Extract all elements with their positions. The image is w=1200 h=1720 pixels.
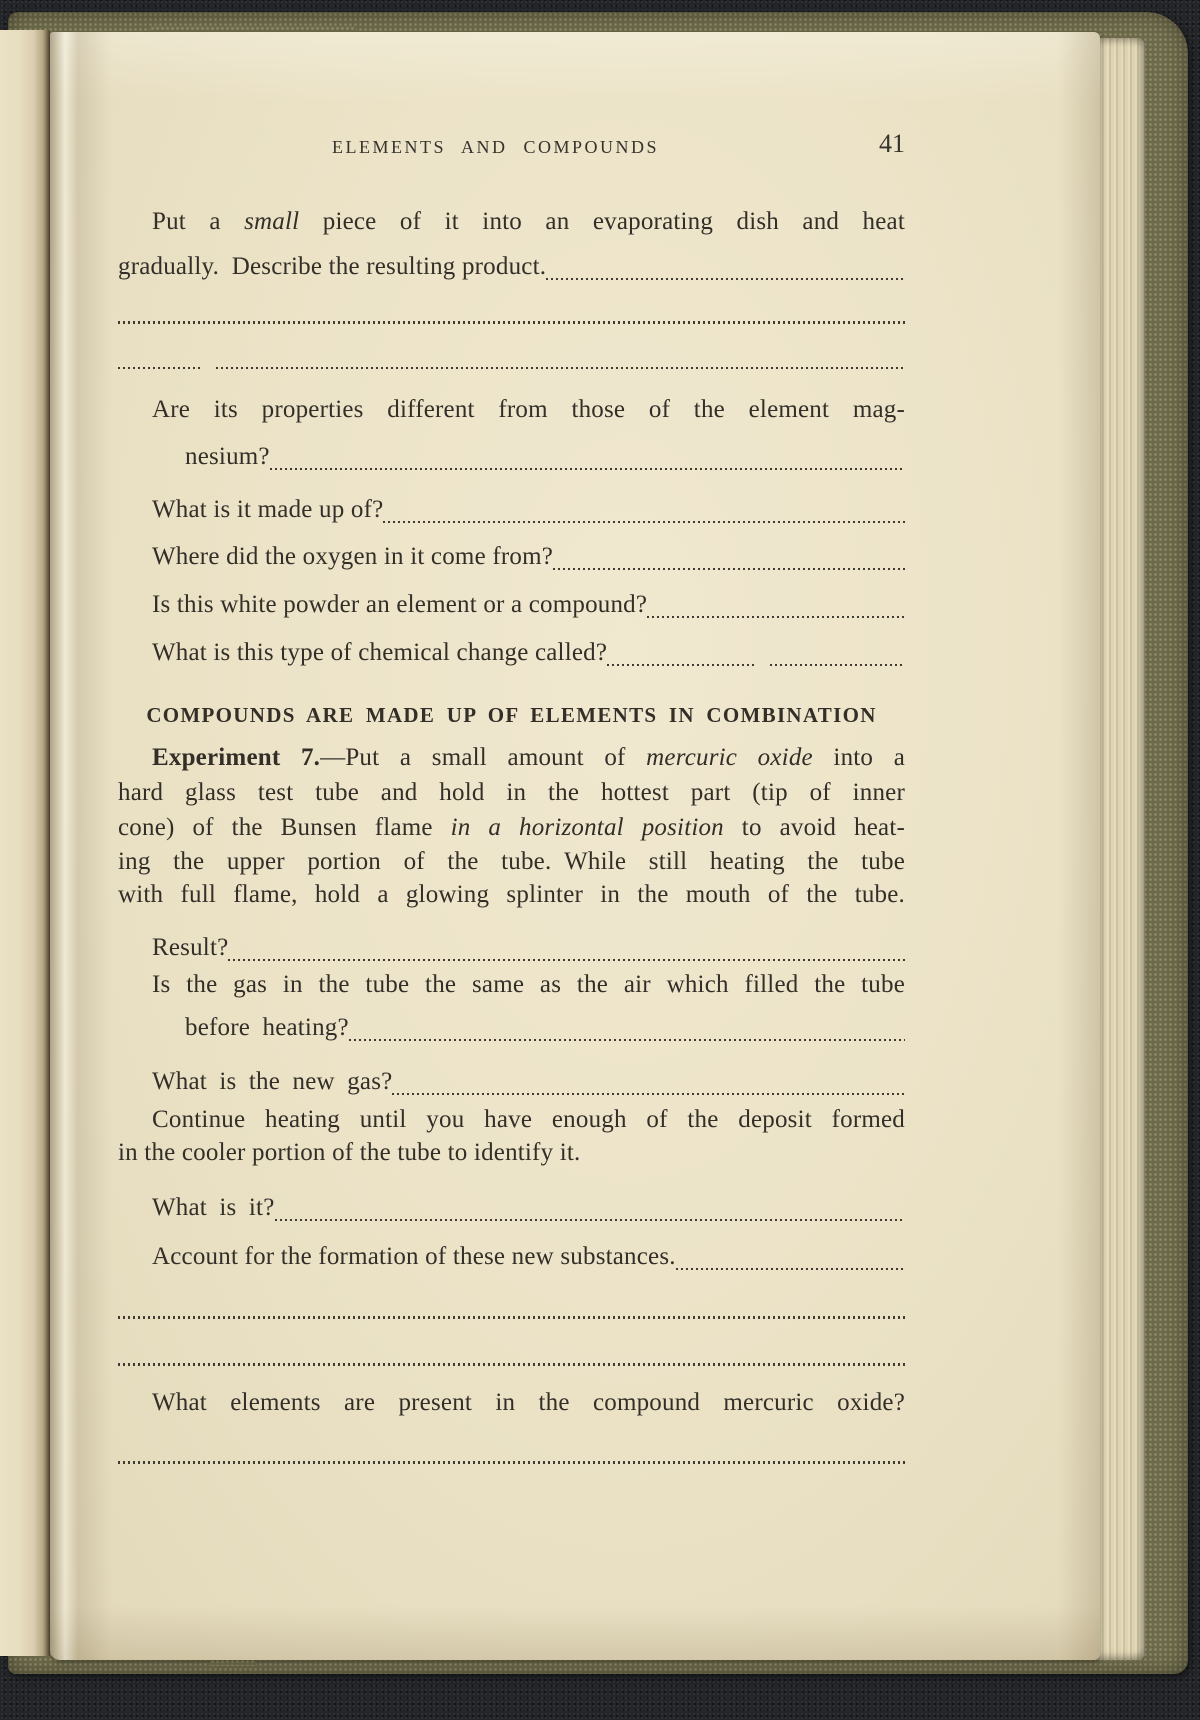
answer-blank xyxy=(349,1038,905,1041)
workbook-page xyxy=(50,32,1100,1660)
answer-blank xyxy=(228,958,905,961)
paragraph-line-with-blank: gradually. Describe the resulting product. xyxy=(118,249,905,285)
question-powder: Is this white powder an element or a compound? xyxy=(118,587,905,623)
question-result: Result? xyxy=(118,930,905,966)
answer-blank xyxy=(607,663,754,666)
question-magnesium-line1: Are its properties different from those of the element mag- xyxy=(152,396,905,423)
answer-line xyxy=(118,1461,905,1464)
question-account: Account for the formation of these new substances. xyxy=(118,1239,905,1275)
question-made-up: What is it made up of? xyxy=(118,492,905,528)
answer-blank xyxy=(553,567,905,570)
question-gas-line1: Is the gas in the tube the same as the air which filled the tube xyxy=(152,971,905,998)
page-number: 41 xyxy=(879,129,905,158)
answer-blank xyxy=(647,615,905,618)
running-head: ELEMENTS AND COMPOUNDS xyxy=(331,137,660,157)
experiment-line5: with full flame, hold a glowing splinter in the mouth of the tube. xyxy=(118,881,905,908)
paragraph-line: Continue heating until you have enough of the deposit formed xyxy=(152,1106,905,1133)
experiment-line4: ing the upper portion of the tube. While still heating the tube xyxy=(118,848,905,875)
paragraph-line: in the cooler portion of the tube to identify it. xyxy=(118,1139,581,1166)
answer-blank xyxy=(270,467,905,470)
answer-blank xyxy=(770,663,905,666)
question-magnesium-line2: nesium? xyxy=(118,439,905,475)
question-what-is-it: What is it? xyxy=(118,1190,905,1226)
question-new-gas: What is the new gas? xyxy=(118,1064,905,1100)
facing-page-gutter xyxy=(0,30,50,1656)
answer-line xyxy=(118,321,905,324)
section-heading: COMPOUNDS ARE MADE UP OF ELEMENTS IN COMBINATION xyxy=(146,703,877,727)
answer-blank xyxy=(546,277,905,280)
paragraph-line: Put a small piece of it into an evaporating dish and heat xyxy=(152,208,905,235)
experiment-line3: cone) of the Bunsen flame in a horizontal position to avoid heat- xyxy=(118,814,906,841)
question-elements: What elements are present in the compound mercuric oxide? xyxy=(152,1389,905,1416)
experiment-line1: Experiment 7.—Put a small amount of mercuric oxide into a xyxy=(152,744,906,771)
answer-line xyxy=(118,1363,905,1366)
experiment-line2: hard glass test tube and hold in the hottest part (tip of inner xyxy=(118,779,905,806)
answer-line xyxy=(118,1316,905,1319)
page-stack-fore-edge xyxy=(1093,38,1145,1660)
answer-blank xyxy=(275,1218,905,1221)
answer-blank xyxy=(383,520,905,523)
answer-line xyxy=(118,371,905,374)
question-gas-line2: before heating? xyxy=(118,1010,905,1046)
question-change: What is this type of chemical change called? xyxy=(118,635,905,671)
question-oxygen: Where did the oxygen in it come from? xyxy=(118,539,905,575)
answer-blank xyxy=(676,1267,905,1270)
answer-blank xyxy=(392,1092,905,1095)
